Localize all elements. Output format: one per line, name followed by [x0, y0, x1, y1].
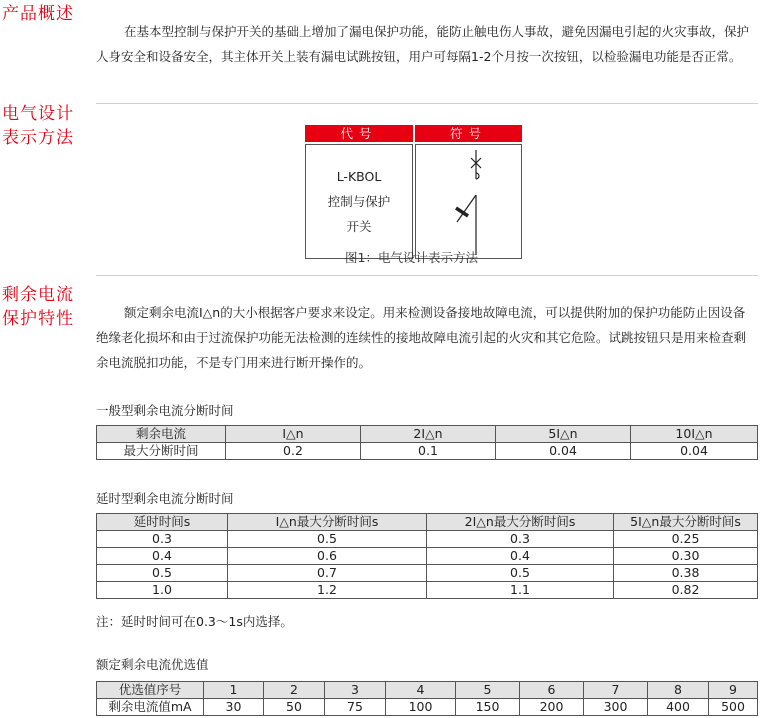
table-row	[97, 565, 758, 582]
table-pref	[96, 681, 758, 716]
table-cell: 0.82	[614, 582, 758, 599]
title-line: 电气设计	[2, 104, 74, 124]
table-row	[97, 548, 758, 565]
table-cell: 0.5	[427, 565, 614, 582]
code-box	[305, 144, 413, 259]
table-cell: 0.5	[228, 531, 427, 548]
code-desc-line1: 控制与保护	[327, 194, 391, 209]
table-header-cell: 5I△n最大分断时间s	[614, 514, 758, 531]
table-cell: 75	[325, 699, 386, 716]
table-cell: 剩余电流值mA	[97, 699, 204, 716]
table-pref-title: 额定剩余电流优选值	[96, 657, 209, 672]
table-cell: 200	[520, 699, 584, 716]
table-cell: 400	[648, 699, 709, 716]
code-value: L-KBOL	[336, 169, 382, 184]
table-general-title: 一般型剩余电流分断时间	[96, 403, 234, 418]
table-cell: 0.1	[361, 443, 496, 460]
switch-symbol-icon	[416, 145, 521, 258]
table-header-cell: 6	[520, 682, 584, 699]
table-cell: 0.25	[614, 531, 758, 548]
table-row	[97, 531, 758, 548]
symbol-header: 符号	[415, 125, 522, 142]
table-cell: 50	[264, 699, 325, 716]
table-header-cell: 延时时间s	[97, 514, 228, 531]
table-cell: 1.1	[427, 582, 614, 599]
title-line: 表示方法	[2, 128, 74, 148]
code-header: 代号	[305, 125, 413, 142]
table-cell: 100	[386, 699, 456, 716]
table-cell: 1.2	[228, 582, 427, 599]
table-header-cell: 2I△n	[361, 426, 496, 443]
table-delay	[96, 513, 758, 599]
table-cell: 0.5	[97, 565, 228, 582]
table-header-cell: I△n最大分断时间s	[228, 514, 427, 531]
table-header-cell: 2	[264, 682, 325, 699]
section-title-design	[2, 102, 74, 150]
table-delay-note: 注：延时时间可在0.3～1s内选择。	[96, 614, 293, 629]
table-header-cell: 2I△n最大分断时间s	[427, 514, 614, 531]
table-cell: 0.2	[226, 443, 361, 460]
table-header-cell: 4	[386, 682, 456, 699]
title-line: 剩余电流	[2, 285, 74, 305]
symbol-box	[415, 144, 522, 259]
table-header-cell: 剩余电流	[97, 426, 226, 443]
table-cell: 0.04	[496, 443, 631, 460]
table-row	[97, 582, 758, 599]
table-header-cell: I△n	[226, 426, 361, 443]
section-title-residual	[2, 283, 74, 331]
table-general	[96, 425, 758, 460]
divider	[96, 275, 758, 276]
table-header-cell: 优选值序号	[97, 682, 204, 699]
table-cell: 150	[456, 699, 520, 716]
figure-caption: 图1：电气设计表示方法	[345, 250, 478, 265]
table-cell: 30	[204, 699, 264, 716]
code-desc-line2: 开关	[346, 219, 372, 234]
overview-paragraph: 在基本型控制与保护开关的基础上增加了漏电保护功能，能防止触电伤人事故，避免因漏电引起的火灾事故，保护人身安全和设备安全，其主体开关上装有漏电试跳按钮，用户可每隔1-2个月按一次按钮，以检验漏电功能是否正常。	[96, 24, 750, 64]
table-header-cell: 10I△n	[631, 426, 758, 443]
table-header-cell: 9	[709, 682, 758, 699]
table-row	[97, 699, 758, 716]
table-delay-title: 延时型剩余电流分断时间	[96, 491, 234, 506]
table-cell: 0.3	[427, 531, 614, 548]
table-cell: 0.38	[614, 565, 758, 582]
table-cell: 1.0	[97, 582, 228, 599]
table-cell: 300	[584, 699, 648, 716]
table-cell: 0.7	[228, 565, 427, 582]
table-row	[97, 443, 758, 460]
table-cell: 0.04	[631, 443, 758, 460]
table-header-cell: 3	[325, 682, 386, 699]
table-header-cell: 8	[648, 682, 709, 699]
divider	[96, 103, 758, 104]
table-cell: 最大分断时间	[97, 443, 226, 460]
title-line: 保护特性	[2, 309, 74, 329]
table-cell: 500	[709, 699, 758, 716]
table-header-cell: 1	[204, 682, 264, 699]
symbol-diagram	[305, 125, 522, 259]
section-title-overview: 产品概述	[2, 4, 74, 24]
table-header-cell: 7	[584, 682, 648, 699]
table-header-cell: 5	[456, 682, 520, 699]
table-header-cell: 5I△n	[496, 426, 631, 443]
table-cell: 0.3	[97, 531, 228, 548]
table-cell: 0.4	[97, 548, 228, 565]
table-cell: 0.30	[614, 548, 758, 565]
table-cell: 0.6	[228, 548, 427, 565]
table-cell: 0.4	[427, 548, 614, 565]
residual-paragraph: 额定剩余电流I△n的大小根据客户要求来设定。用来检测设备接地故障电流，可以提供附加的保护功能防止因设备绝缘老化损坏和由于过流保护功能无法检测的连续性的接地故障电流引起的火灾和其它危险。试跳按钮只是用来检查剩余电流脱扣功能，不是专门用来进行断开操作的。	[96, 305, 747, 370]
